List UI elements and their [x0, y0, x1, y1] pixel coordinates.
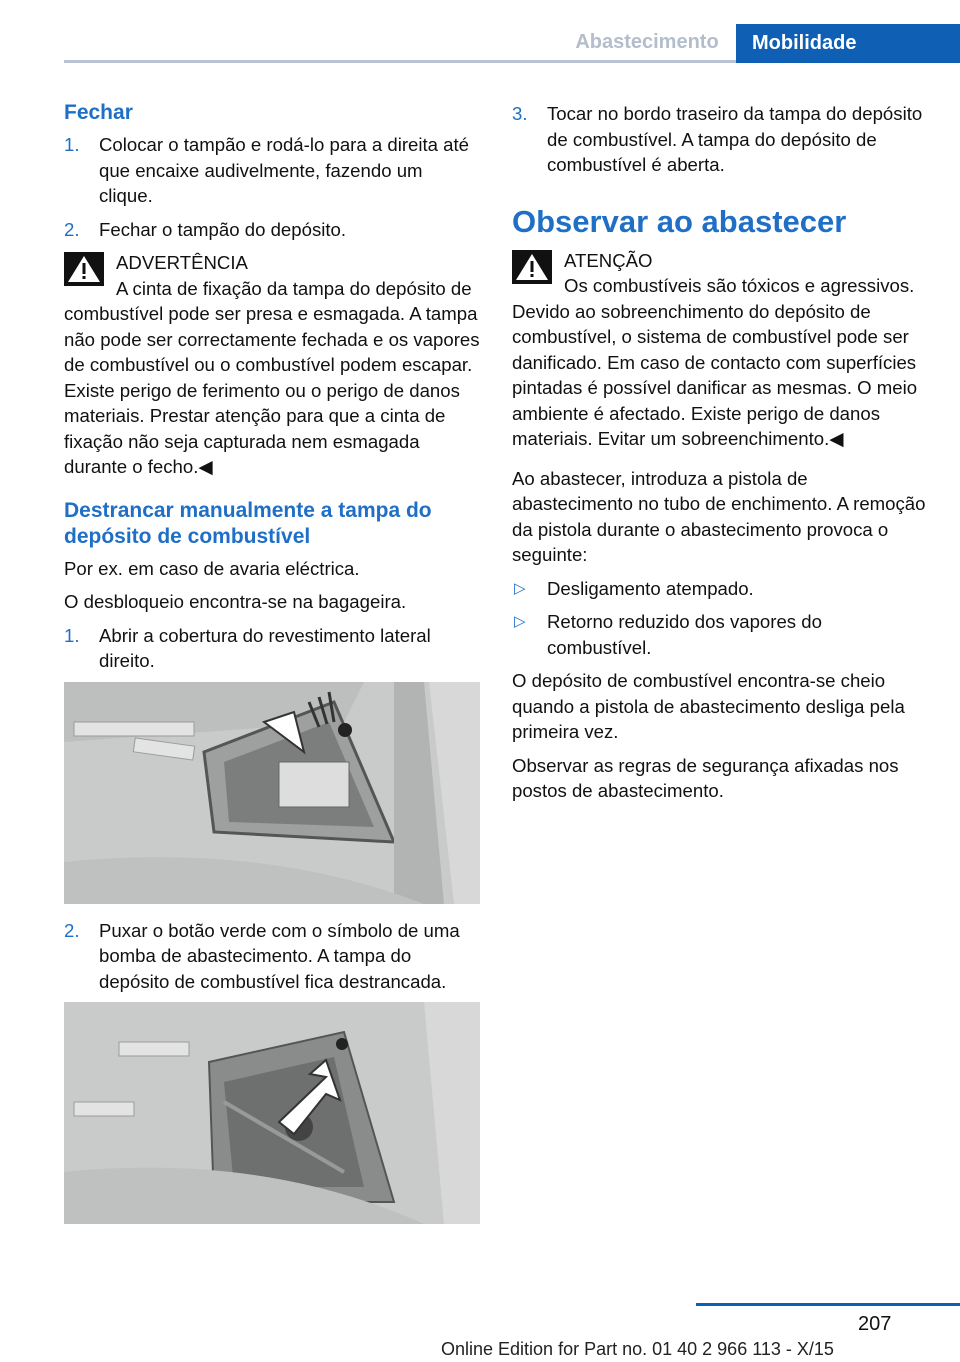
edition-note: Online Edition for Part no. 01 40 2 966 113 - X/15: [441, 1339, 834, 1359]
step-number: 1.: [64, 624, 80, 646]
list-item: [512, 576, 928, 602]
paragraph: Ao abastecer, introduza a pistola de abastecimento no tubo de enchimento. A remoção da pistola durante o abastecimento provoca o seguinte:: [512, 467, 926, 565]
triangle-bullet-icon: ▷: [514, 579, 526, 597]
bullet-text: Retorno reduzido dos vapores do combustível.: [547, 611, 822, 658]
right-column: [512, 101, 928, 812]
warning-text: A cinta de fixação da tampa do depósito de combustível pode ser presa e esmagada. A tampa não pode ser correctamente fechada e os vapores de combustível ou o combustível podem escapar. Existe perigo de ferimento ou o perigo de danos materiais. Prestar atenção para que a cinta de fixação não seja capturada nem esmagada durante o fecho.◀: [64, 277, 480, 477]
step-number: 2.: [64, 919, 80, 941]
caution-text: Os combustíveis são tóxicos e agressivos. Devido ao sobreenchimento do depósito de combustível, o sistema de combustível pode ser danificado. Em caso de contacto com superfícies pintadas é possível danificar as mesmas. O meio ambiente é afectado. Existe perigo de danos materiais. Evitar um sobreenchimento.◀: [512, 275, 918, 449]
heading-close: Fechar: [64, 101, 133, 124]
list-item: [512, 101, 928, 178]
bullet-text: Desligamento atempado.: [547, 577, 754, 599]
trunk-side-panel-illustration: [64, 682, 480, 904]
page-number: 207: [858, 1313, 892, 1335]
warning-triangle-icon: [512, 250, 552, 284]
paragraph: Observar as regras de segurança afixadas nos postos de abastecimento.: [512, 754, 899, 801]
step-number: 3.: [512, 103, 528, 124]
step-number: 1.: [64, 134, 80, 155]
step-number: 2.: [64, 218, 80, 240]
paragraph: Por ex. em caso de avaria eléctrica.: [64, 557, 360, 579]
step-text: Tocar no bordo traseiro da tampa do depósito de combustível. A tampa do depósito de combustível é aberta.: [547, 103, 923, 175]
release-button-illustration: [64, 1002, 480, 1224]
heading-manual-unlock: Destrancar manualmente a tampa do depósito de combustível: [64, 498, 432, 548]
header-section-tab[interactable]: Abastecimento: [575, 31, 719, 53]
heading-observe-refuel: Observar ao abastecer: [512, 203, 847, 239]
footer-rule: [696, 1303, 960, 1306]
list-item: [64, 132, 480, 209]
unlock-steps: [64, 623, 480, 674]
warning-box: [64, 250, 480, 480]
caution-box: [512, 248, 928, 452]
warning-triangle-icon: [64, 252, 104, 286]
warning-title: ADVERTÊNCIA: [116, 252, 248, 273]
paragraph: O depósito de combustível encontra-se cheio quando a pistola de abastecimento desliga pela primeira vez.: [512, 670, 905, 742]
refuel-consequences: [512, 576, 928, 661]
left-column: [64, 100, 480, 1238]
list-item: [64, 918, 480, 995]
step-text: Colocar o tampão e rodá-lo para a direita até que encaixe audivelmente, fazendo um clique.: [99, 134, 470, 206]
list-item: [512, 609, 928, 660]
triangle-bullet-icon: ▷: [514, 613, 526, 630]
step-text: Abrir a cobertura do revestimento lateral direito.: [99, 624, 431, 671]
step-text: Fechar o tampão do depósito.: [99, 218, 347, 240]
close-steps: [64, 132, 480, 242]
open-steps: [512, 101, 928, 178]
step-text: Puxar o botão verde com o símbolo de uma bomba de abastecimento. A tampa do depósito de combustível fica destrancada.: [99, 919, 460, 992]
unlock-steps-2: [64, 918, 480, 995]
list-item: [64, 623, 480, 674]
paragraph: O desbloqueio encontra-se na bagageira.: [64, 591, 407, 612]
caution-title: ATENÇÃO: [564, 249, 653, 271]
header-chapter-tab[interactable]: Mobilidade: [736, 24, 960, 63]
list-item: [64, 217, 480, 243]
